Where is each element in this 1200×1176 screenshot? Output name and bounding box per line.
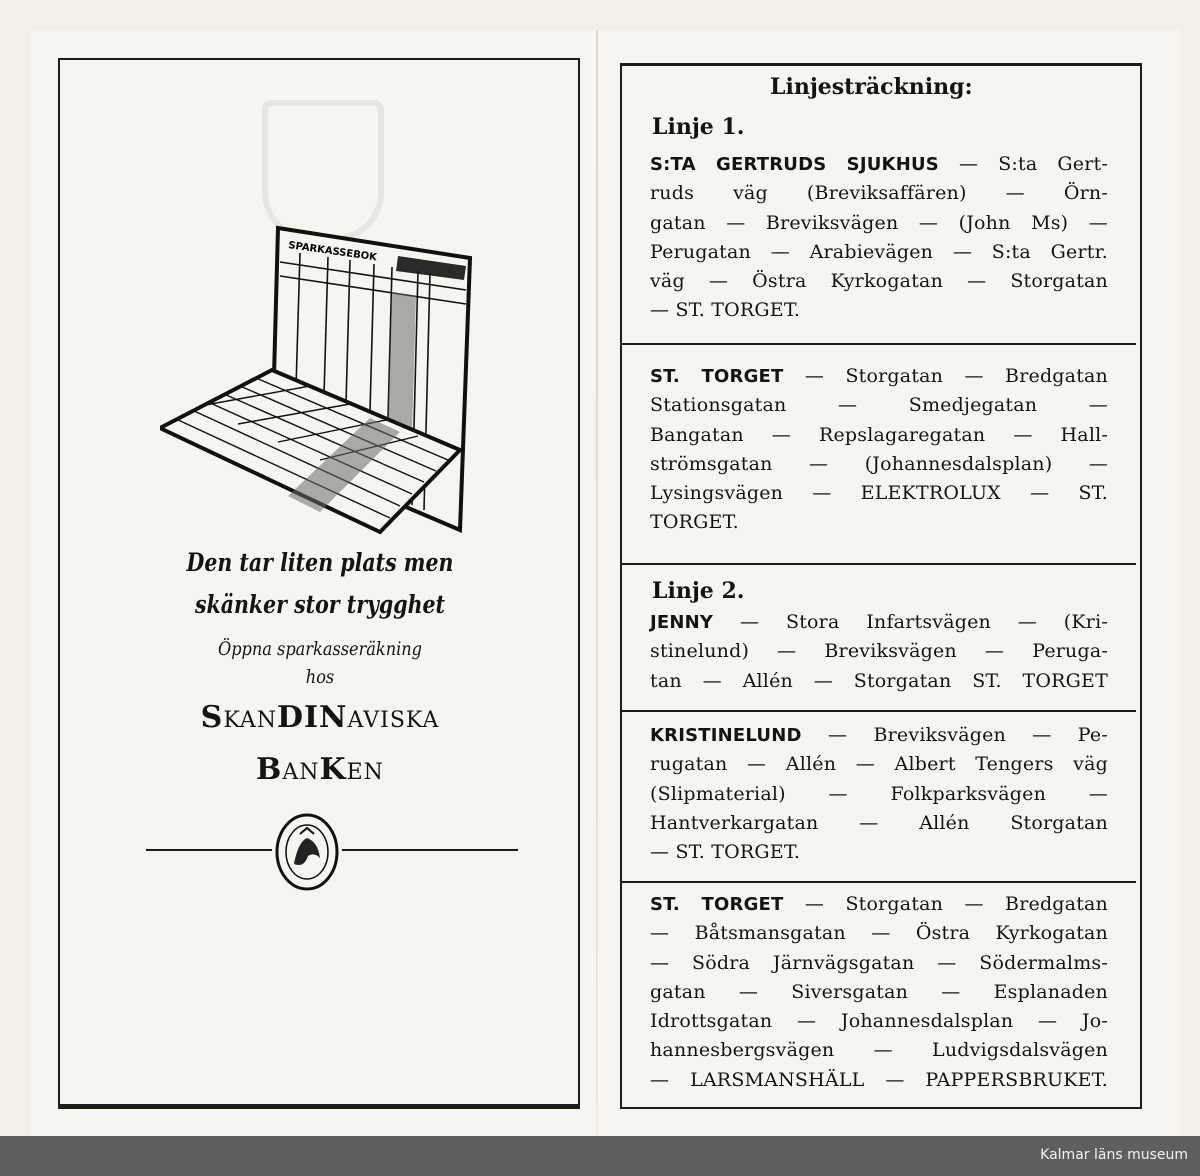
route-separator — [620, 563, 1136, 565]
route-text: strömsgatan — (Johannesdalsplan) — — [650, 452, 1108, 475]
route-line — [650, 838, 1108, 867]
slogan-line-1: Den tar liten plats men — [186, 548, 454, 577]
route-line — [650, 667, 1108, 696]
route-text: — Storgatan — Bredgatan — [783, 365, 1108, 387]
route-line — [650, 179, 1108, 208]
linje-2-title: Linje 2. — [652, 578, 745, 604]
bank-name-line-1 — [60, 700, 580, 735]
route-separator — [620, 710, 1136, 712]
route-line — [650, 809, 1108, 838]
bank-seal-area — [146, 812, 518, 892]
route-text: Bangatan — Repslagaregatan — Hall- — [650, 423, 1108, 446]
bank-name-part: EN — [346, 760, 384, 785]
route-line — [650, 421, 1108, 450]
bank-name-part: KAN — [223, 708, 277, 733]
bank-name-line-2 — [60, 752, 580, 787]
route-line — [650, 890, 1108, 919]
left-page-frame — [58, 58, 580, 1106]
route-text: Idrottsgatan — Johannesdalsplan — Jo- — [650, 1010, 1108, 1033]
bank-name-part: DIN — [277, 700, 348, 735]
open-account-line-1: Öppna sparkasseräkning — [217, 638, 423, 660]
route-text: Hantverkargatan — Allén Storgatan — [650, 811, 1108, 834]
route-line — [650, 508, 1108, 537]
open-account-line-2: hos — [305, 666, 335, 688]
book-label: SPARKASSEBOK — [287, 240, 378, 264]
route-text: Perugatan — Arabievägen — S:ta Gertr. — [650, 240, 1108, 263]
route-1a — [650, 150, 1108, 326]
bank-seal-icon — [274, 812, 340, 892]
seal-rule-left — [146, 849, 272, 851]
route-text: tan — Allén — Storgatan ST. TORGET — [650, 669, 1108, 692]
route-text: — Båtsmansgatan — Östra Kyrkogatan — [650, 922, 1108, 945]
route-text: gatan — Siversgatan — Esplanaden — [650, 980, 1108, 1003]
seal-rule-right — [342, 849, 518, 851]
route-text: — Storgatan — Bredgatan — [783, 893, 1108, 915]
route-separator — [620, 881, 1136, 883]
route-line — [650, 450, 1108, 479]
route-text: — ST. TORGET. — [650, 299, 801, 322]
route-text: — Stora Infartsvägen — (Kri- — [713, 611, 1108, 633]
slogan-line-2: skänker stor trygghet — [194, 590, 445, 619]
route-2a — [650, 608, 1108, 696]
footer-strip — [0, 1136, 1200, 1176]
route-text: Lysingsvägen — ELEKTROLUX — ST. — [650, 482, 1108, 505]
savings-book-illustration — [160, 220, 480, 540]
route-line — [650, 1007, 1108, 1036]
route-line — [650, 919, 1108, 948]
route-text: TORGET. — [650, 511, 739, 534]
bank-name-part: S — [200, 700, 224, 735]
museum-credit: Kalmar läns museum — [1040, 1147, 1188, 1163]
route-line — [650, 238, 1108, 267]
route-line — [650, 608, 1108, 637]
route-line — [650, 1066, 1108, 1095]
route-text: — S:ta Gert- — [938, 153, 1108, 175]
route-text: väg — Östra Kyrkogatan — Storgatan — [650, 270, 1108, 293]
route-text: hannesbergsvägen — Ludvigsdalsvägen — [650, 1039, 1108, 1062]
route-text: — LARSMANSHÄLL — PAPPERSBRUKET. — [650, 1068, 1108, 1091]
route-separator — [620, 343, 1136, 345]
route-stop-bold: ST. TORGET — [650, 366, 784, 387]
route-line — [650, 479, 1108, 508]
bank-name-part: AN — [282, 760, 320, 785]
route-line — [650, 750, 1108, 779]
route-line — [650, 391, 1108, 420]
bank-name-part: K — [319, 752, 347, 787]
route-2c — [650, 890, 1108, 1095]
route-line — [650, 1036, 1108, 1065]
route-line — [650, 267, 1108, 296]
right-page-top-rule — [620, 63, 1142, 66]
route-line — [650, 721, 1108, 750]
route-stop-bold: JENNY — [650, 612, 714, 633]
route-heading: Linjesträckning: — [770, 74, 973, 100]
route-line — [650, 780, 1108, 809]
left-page-bottom-rule — [58, 1106, 580, 1109]
route-stop-bold: KRISTINELUND — [650, 725, 802, 746]
route-text: — Södra Järnvägsgatan — Södermalms- — [650, 951, 1108, 974]
route-text: rugatan — Allén — Albert Tengers väg — [650, 753, 1108, 776]
route-text: stinelund) — Breviksvägen — Peruga- — [650, 640, 1108, 663]
route-text: — Breviksvägen — Pe- — [801, 724, 1108, 746]
linje-1-title: Linje 1. — [652, 114, 745, 140]
route-line — [650, 637, 1108, 666]
route-text: (Slipmaterial) — Folkparksvägen — — [650, 782, 1108, 805]
route-line — [650, 296, 1108, 325]
route-line — [650, 362, 1108, 391]
route-text: ruds väg (Breviksaffären) — Örn- — [650, 182, 1108, 205]
bank-name-part: AVISKA — [347, 708, 440, 733]
route-line — [650, 209, 1108, 238]
route-1b — [650, 362, 1108, 538]
route-2b — [650, 721, 1108, 867]
route-text: gatan — Breviksvägen — (John Ms) — — [650, 211, 1108, 234]
route-stop-bold: S:TA GERTRUDS SJUKHUS — [650, 154, 939, 175]
route-stop-bold: ST. TORGET — [650, 894, 784, 915]
route-text: — ST. TORGET. — [650, 841, 801, 864]
route-text: Stationsgatan — Smedjegatan — — [650, 394, 1108, 417]
center-fold — [596, 30, 598, 1138]
route-line — [650, 949, 1108, 978]
bank-name-part: B — [256, 752, 283, 787]
route-line — [650, 978, 1108, 1007]
route-line — [650, 150, 1108, 179]
